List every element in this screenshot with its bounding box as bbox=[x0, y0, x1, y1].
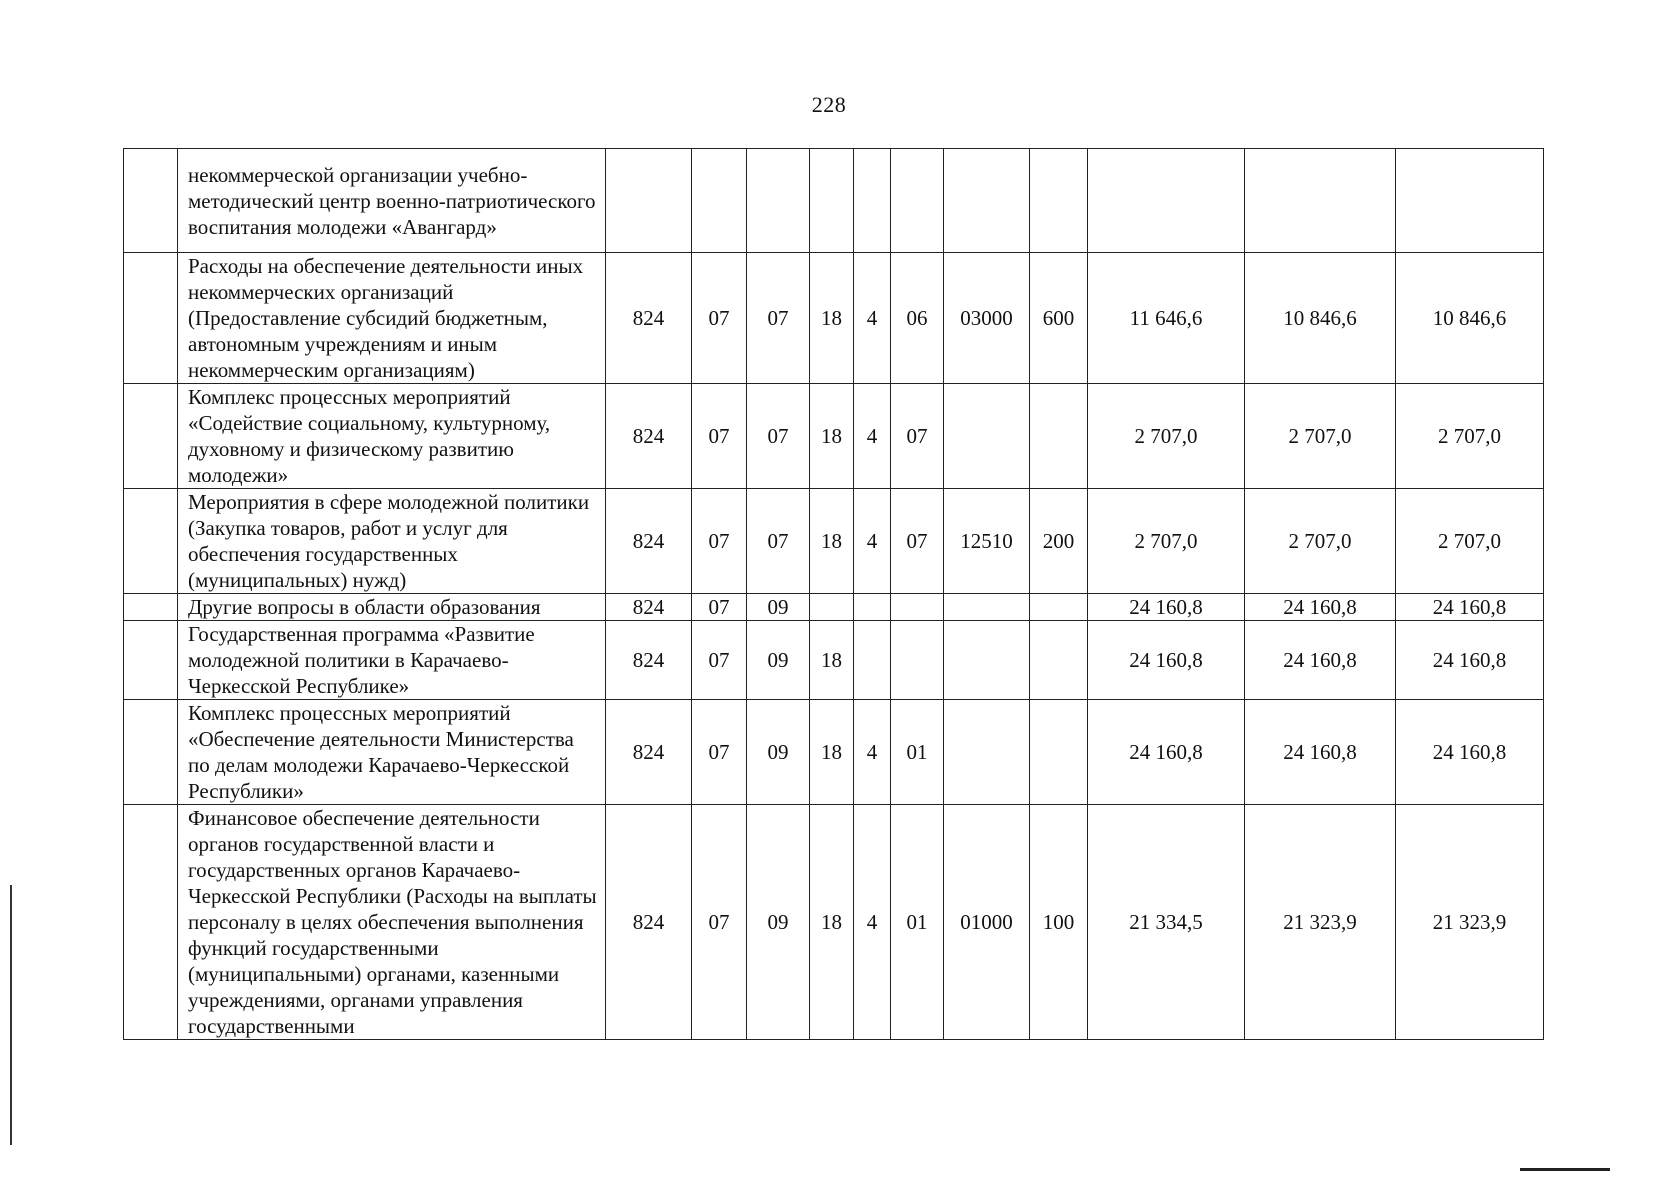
row-description: Финансовое обеспечение деятельности органов государственной власти и государственных органов Карачаево-Черкесской Республики (Расходы на выплаты персоналу в целях обеспечения выполнения функций государственными (муниципальными) органами, казенными учреждениями, органами управления государственными bbox=[178, 805, 606, 1040]
type-cell bbox=[854, 621, 891, 700]
amount-year1-cell bbox=[1088, 149, 1245, 253]
program-cell: 18 bbox=[810, 253, 854, 384]
amount-year1-cell: 2 707,0 bbox=[1088, 489, 1245, 594]
subsection-cell: 09 bbox=[747, 700, 810, 805]
direction-cell bbox=[944, 384, 1030, 489]
complex-cell bbox=[891, 594, 944, 621]
section-cell: 07 bbox=[692, 700, 747, 805]
table-row bbox=[124, 253, 1544, 384]
amount-year1-cell: 2 707,0 bbox=[1088, 384, 1245, 489]
ministry-cell: 824 bbox=[606, 489, 692, 594]
type-cell bbox=[854, 594, 891, 621]
amount-year2-cell: 21 323,9 bbox=[1245, 805, 1396, 1040]
subsection-cell: 07 bbox=[747, 384, 810, 489]
row-description: Расходы на обеспечение деятельности иных некоммерческих организаций (Предоставление субсидий бюджетным, автономным учреждениям и иным некоммерческим организациям) bbox=[178, 253, 606, 384]
row-description: Комплекс процессных мероприятий «Содействие социальному, культурному, духовному и физическому развитию молодежи» bbox=[178, 384, 606, 489]
complex-cell bbox=[891, 621, 944, 700]
complex-cell: 01 bbox=[891, 700, 944, 805]
type-cell: 4 bbox=[854, 253, 891, 384]
amount-year1-cell: 24 160,8 bbox=[1088, 621, 1245, 700]
amount-year2-cell: 10 846,6 bbox=[1245, 253, 1396, 384]
subsection-cell: 09 bbox=[747, 805, 810, 1040]
table-row bbox=[124, 149, 1544, 253]
table-row bbox=[124, 594, 1544, 621]
program-cell bbox=[810, 149, 854, 253]
expense-type-cell: 200 bbox=[1030, 489, 1088, 594]
table-body bbox=[124, 149, 1544, 1040]
expense-type-cell bbox=[1030, 384, 1088, 489]
complex-cell: 07 bbox=[891, 384, 944, 489]
subsection-cell: 09 bbox=[747, 594, 810, 621]
amount-year2-cell: 24 160,8 bbox=[1245, 594, 1396, 621]
row-number-cell bbox=[124, 700, 178, 805]
ministry-cell bbox=[606, 149, 692, 253]
row-number-cell bbox=[124, 594, 178, 621]
table-row bbox=[124, 700, 1544, 805]
table-row bbox=[124, 621, 1544, 700]
type-cell: 4 bbox=[854, 384, 891, 489]
row-number-cell bbox=[124, 489, 178, 594]
direction-cell: 01000 bbox=[944, 805, 1030, 1040]
subsection-cell: 07 bbox=[747, 253, 810, 384]
expense-type-cell: 100 bbox=[1030, 805, 1088, 1040]
ministry-cell: 824 bbox=[606, 253, 692, 384]
amount-year2-cell: 24 160,8 bbox=[1245, 621, 1396, 700]
amount-year1-cell: 24 160,8 bbox=[1088, 594, 1245, 621]
amount-year3-cell: 24 160,8 bbox=[1396, 700, 1544, 805]
page-number: 228 bbox=[811, 92, 847, 117]
type-cell: 4 bbox=[854, 805, 891, 1040]
program-cell: 18 bbox=[810, 805, 854, 1040]
amount-year3-cell: 21 323,9 bbox=[1396, 805, 1544, 1040]
row-description: Другие вопросы в области образования bbox=[178, 594, 606, 621]
subsection-cell: 09 bbox=[747, 621, 810, 700]
section-cell: 07 bbox=[692, 621, 747, 700]
amount-year3-cell: 2 707,0 bbox=[1396, 384, 1544, 489]
type-cell: 4 bbox=[854, 489, 891, 594]
section-cell bbox=[692, 149, 747, 253]
amount-year3-cell: 10 846,6 bbox=[1396, 253, 1544, 384]
expense-type-cell bbox=[1030, 594, 1088, 621]
section-cell: 07 bbox=[692, 805, 747, 1040]
direction-cell bbox=[944, 594, 1030, 621]
table-row bbox=[124, 489, 1544, 594]
row-number-cell bbox=[124, 621, 178, 700]
section-cell: 07 bbox=[692, 594, 747, 621]
row-description: Мероприятия в сфере молодежной политики (Закупка товаров, работ и услуг для обеспечения государственных (муниципальных) нужд) bbox=[178, 489, 606, 594]
table-row bbox=[124, 805, 1544, 1040]
amount-year2-cell: 2 707,0 bbox=[1245, 384, 1396, 489]
direction-cell: 12510 bbox=[944, 489, 1030, 594]
amount-year2-cell: 2 707,0 bbox=[1245, 489, 1396, 594]
margin-line bbox=[10, 885, 12, 1145]
expense-type-cell bbox=[1030, 621, 1088, 700]
table-row bbox=[124, 384, 1544, 489]
amount-year3-cell: 24 160,8 bbox=[1396, 594, 1544, 621]
program-cell: 18 bbox=[810, 384, 854, 489]
section-cell: 07 bbox=[692, 489, 747, 594]
ministry-cell: 824 bbox=[606, 700, 692, 805]
program-cell: 18 bbox=[810, 700, 854, 805]
expense-type-cell bbox=[1030, 149, 1088, 253]
ministry-cell: 824 bbox=[606, 805, 692, 1040]
subsection-cell bbox=[747, 149, 810, 253]
complex-cell bbox=[891, 149, 944, 253]
ministry-cell: 824 bbox=[606, 621, 692, 700]
direction-cell bbox=[944, 621, 1030, 700]
program-cell: 18 bbox=[810, 621, 854, 700]
section-cell: 07 bbox=[692, 384, 747, 489]
complex-cell: 07 bbox=[891, 489, 944, 594]
program-cell: 18 bbox=[810, 489, 854, 594]
type-cell bbox=[854, 149, 891, 253]
ministry-cell: 824 bbox=[606, 594, 692, 621]
amount-year2-cell bbox=[1245, 149, 1396, 253]
complex-cell: 01 bbox=[891, 805, 944, 1040]
subsection-cell: 07 bbox=[747, 489, 810, 594]
expense-type-cell: 600 bbox=[1030, 253, 1088, 384]
row-number-cell bbox=[124, 805, 178, 1040]
direction-cell bbox=[944, 700, 1030, 805]
expense-type-cell bbox=[1030, 700, 1088, 805]
corner-mark bbox=[1520, 1168, 1610, 1171]
amount-year1-cell: 24 160,8 bbox=[1088, 700, 1245, 805]
amount-year2-cell: 24 160,8 bbox=[1245, 700, 1396, 805]
row-description: Государственная программа «Развитие молодежной политики в Карачаево-Черкесской Республике» bbox=[178, 621, 606, 700]
row-number-cell bbox=[124, 253, 178, 384]
amount-year3-cell: 2 707,0 bbox=[1396, 489, 1544, 594]
row-description: некоммерческой организации учебно-методический центр военно-патриотического воспитания молодежи «Авангард» bbox=[178, 149, 606, 253]
budget-table bbox=[123, 148, 1544, 1040]
amount-year1-cell: 11 646,6 bbox=[1088, 253, 1245, 384]
section-cell: 07 bbox=[692, 253, 747, 384]
row-number-cell bbox=[124, 384, 178, 489]
direction-cell bbox=[944, 149, 1030, 253]
row-description: Комплекс процессных мероприятий «Обеспечение деятельности Министерства по делам молодежи Карачаево-Черкесской Республики» bbox=[178, 700, 606, 805]
amount-year3-cell bbox=[1396, 149, 1544, 253]
amount-year1-cell: 21 334,5 bbox=[1088, 805, 1245, 1040]
complex-cell: 06 bbox=[891, 253, 944, 384]
row-number-cell bbox=[124, 149, 178, 253]
amount-year3-cell: 24 160,8 bbox=[1396, 621, 1544, 700]
direction-cell: 03000 bbox=[944, 253, 1030, 384]
type-cell: 4 bbox=[854, 700, 891, 805]
program-cell bbox=[810, 594, 854, 621]
ministry-cell: 824 bbox=[606, 384, 692, 489]
